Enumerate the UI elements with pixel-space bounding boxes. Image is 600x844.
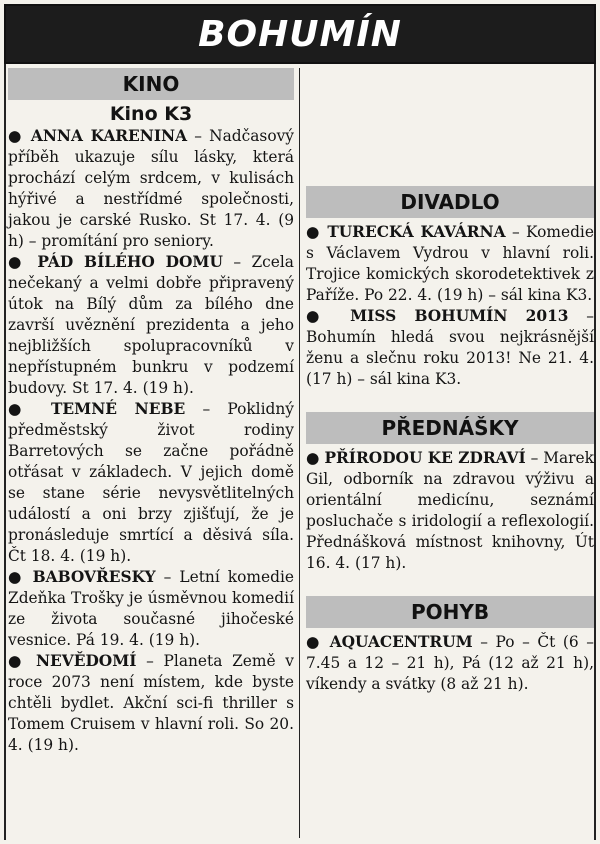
event-description: – Po – Čt (6 – 7.45 a 12 – 21 h), Pá (12 až 21 h), víkendy a svátky (8 až 21 h). bbox=[306, 633, 594, 693]
event-title: TURECKÁ KAVÁRNA bbox=[327, 223, 506, 241]
event-entry bbox=[306, 448, 594, 574]
event-entry bbox=[306, 632, 594, 695]
event-description: – Poklidný předměstský život rodiny Barretových se začne pořádně otřásat v základech. V jejich domě se stane série nevysvětlitelných událostí a oni brzy zjišťují, že je pronásleduje smrtící a děsivá síla. Čt 18. 4. (19 h). bbox=[8, 400, 294, 565]
left-border bbox=[4, 64, 6, 840]
event-title: NEVĚDOMÍ bbox=[35, 652, 137, 670]
event-entry bbox=[8, 399, 294, 567]
bullet-icon: ● bbox=[8, 400, 34, 418]
event-entry bbox=[306, 222, 594, 306]
event-description: – Zcela nečekaný a velmi dobře připravený útok na Bílý dům za bílého dne završí uvěznění prezidenta a jeho nejbližších spolupracovníků v nepřístupném bunkru v podzemí budovy. St 17. 4. (19 h). bbox=[8, 253, 294, 397]
event-entry bbox=[8, 651, 294, 756]
event-title: PŘÍRODOU KE ZDRAVÍ bbox=[324, 449, 526, 467]
bullet-icon: ● bbox=[306, 633, 323, 651]
left-column bbox=[8, 68, 294, 756]
event-description: – Letní komedie Zdeňka Trošky je úsměvnou komedií ze života současné jihočeské vesnice. Pá 19. 4. (19 h). bbox=[8, 568, 294, 649]
column-continuation-space bbox=[306, 68, 594, 164]
section-head-prednasky: PŘEDNÁŠKY bbox=[306, 412, 594, 444]
event-description: – Bohumín hledá svou nejkrásnější ženu a slečnu roku 2013! Ne 21. 4. (17 h) – sál kina K3. bbox=[306, 307, 594, 388]
event-title: TEMNÉ NEBE bbox=[50, 400, 186, 418]
masthead bbox=[4, 4, 596, 64]
section-head-kino: KINO bbox=[8, 68, 294, 100]
section-head-pohyb: POHYB bbox=[306, 596, 594, 628]
event-entry bbox=[306, 306, 594, 390]
event-description: – Planeta Země v roce 2073 není místem, kde byste chtěli bydlet. Akční sci-fi thriller s Tomem Cruisem v hlavní roli. So 20. 4. (19 h). bbox=[8, 652, 294, 754]
event-title: MISS BOHUMÍN 2013 bbox=[350, 307, 569, 325]
venue-title: Kino K3 bbox=[109, 103, 193, 125]
event-description: – Nadčasový příběh ukazuje sílu lásky, která prochází celým srdcem, v kulisách hýřivé a nestřídmé společnosti, jakou je carské Rusko. St 17. 4. (9 h) – promítání pro seniory. bbox=[8, 127, 294, 250]
event-title: PÁD BÍLÉHO DOMU bbox=[37, 253, 223, 271]
right-border bbox=[594, 64, 596, 840]
event-entry bbox=[8, 567, 294, 651]
event-entry bbox=[8, 126, 294, 252]
bullet-icon: ● bbox=[8, 127, 24, 145]
bullet-icon: ● bbox=[8, 652, 27, 670]
event-entry bbox=[8, 252, 294, 399]
bullet-icon: ● bbox=[306, 449, 320, 467]
section-head-divadlo: DIVADLO bbox=[306, 186, 594, 218]
bullet-icon: ● bbox=[306, 307, 333, 325]
event-description: – Komedie s Václavem Vydrou v hlavní roli. Trojice komických skorodetektivek z Paříže. Po 22. 4. (19 h) – sál kina K3. bbox=[306, 223, 594, 304]
bullet-icon: ● bbox=[8, 253, 27, 271]
right-column bbox=[306, 68, 594, 695]
bullet-icon: ● bbox=[8, 568, 25, 586]
column-divider bbox=[299, 68, 300, 838]
event-title: BABOVŘESKY bbox=[32, 568, 156, 586]
event-title: AQUACENTRUM bbox=[329, 633, 473, 651]
event-description: – Marek Gil, odborník na zdravou výživu a orientální medicínu, seznámí posluchače s iridologií a reflexologií. Přednášková místnost knihovny, Út 16. 4. (17 h). bbox=[306, 449, 594, 572]
event-title: ANNA KARENINA bbox=[30, 127, 188, 145]
masthead-title: BOHUMÍN bbox=[198, 13, 402, 55]
bullet-icon: ● bbox=[306, 223, 321, 241]
